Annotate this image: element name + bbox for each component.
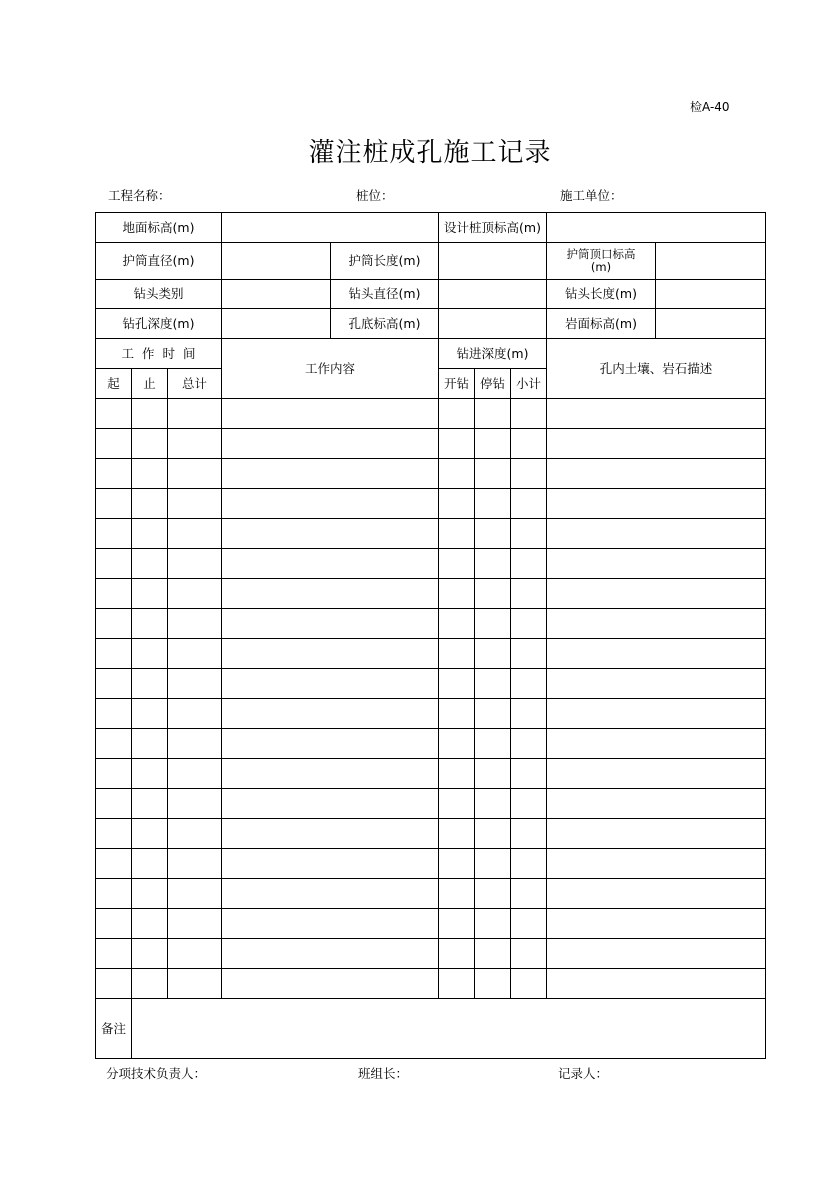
soil-rock-description-cell[interactable] xyxy=(547,849,766,879)
start-drill-cell[interactable] xyxy=(439,459,475,489)
work-time-header: 工 作 时 间 xyxy=(96,339,222,369)
start-drill-cell[interactable] xyxy=(439,489,475,519)
work-content-cell[interactable] xyxy=(222,399,439,429)
casing-top-elevation-value[interactable] xyxy=(656,243,766,280)
drill-bit-diameter-value[interactable] xyxy=(439,280,547,309)
remarks-label: 备注 xyxy=(96,999,132,1059)
document-code: 检A-40 xyxy=(690,100,730,114)
start-time-cell[interactable] xyxy=(96,819,132,849)
hole-bottom-elevation-label: 孔底标高(m) xyxy=(331,309,439,339)
stop-time-cell[interactable] xyxy=(132,819,168,849)
total-time-cell[interactable] xyxy=(168,669,222,699)
subtotal-cell[interactable] xyxy=(511,609,547,639)
record-row xyxy=(96,969,766,999)
stop-time-cell[interactable] xyxy=(132,849,168,879)
work-content-cell[interactable] xyxy=(222,849,439,879)
stop-time-cell[interactable] xyxy=(132,639,168,669)
soil-rock-description-cell[interactable] xyxy=(547,579,766,609)
soil-rock-description-cell[interactable] xyxy=(547,759,766,789)
stop-drill-cell[interactable] xyxy=(475,879,511,909)
soil-rock-description-cell[interactable] xyxy=(547,819,766,849)
subtotal-cell[interactable] xyxy=(511,969,547,999)
subtotal-cell[interactable] xyxy=(511,459,547,489)
record-row xyxy=(96,459,766,489)
work-content-cell[interactable] xyxy=(222,909,439,939)
work-content-cell[interactable] xyxy=(222,519,439,549)
record-row xyxy=(96,399,766,429)
total-header: 总计 xyxy=(168,369,222,399)
total-time-cell[interactable] xyxy=(168,699,222,729)
drilling-depth-header: 钻进深度(m) xyxy=(439,339,547,369)
record-row xyxy=(96,879,766,909)
pile-position-label: 桩位： xyxy=(356,188,394,203)
start-drill-cell[interactable] xyxy=(439,759,475,789)
work-content-cell[interactable] xyxy=(222,729,439,759)
start-drill-cell[interactable] xyxy=(439,609,475,639)
start-header: 起 xyxy=(96,369,132,399)
start-time-cell[interactable] xyxy=(96,519,132,549)
construction-unit-label: 施工单位： xyxy=(560,188,623,203)
total-time-cell[interactable] xyxy=(168,879,222,909)
soil-rock-description-cell[interactable] xyxy=(547,909,766,939)
casing-top-elevation-label: 护筒顶口标高(m) xyxy=(547,243,656,280)
stop-time-cell[interactable] xyxy=(132,699,168,729)
work-content-cell[interactable] xyxy=(222,489,439,519)
rock-surface-elevation-label: 岩面标高(m) xyxy=(547,309,656,339)
start-drill-cell[interactable] xyxy=(439,699,475,729)
stop-drill-cell[interactable] xyxy=(475,759,511,789)
total-time-cell[interactable] xyxy=(168,579,222,609)
subtotal-header: 小计 xyxy=(511,369,547,399)
start-time-cell[interactable] xyxy=(96,459,132,489)
work-content-cell[interactable] xyxy=(222,699,439,729)
start-drill-cell[interactable] xyxy=(439,549,475,579)
design-pile-top-elevation-label: 设计桩顶标高(m) xyxy=(439,213,547,243)
soil-rock-description-cell[interactable] xyxy=(547,939,766,969)
start-drill-cell[interactable] xyxy=(439,849,475,879)
record-row xyxy=(96,639,766,669)
start-drill-header: 开钻 xyxy=(439,369,475,399)
start-time-cell[interactable] xyxy=(96,699,132,729)
stop-drill-cell[interactable] xyxy=(475,939,511,969)
record-row xyxy=(96,699,766,729)
record-row xyxy=(96,519,766,549)
record-row xyxy=(96,489,766,519)
stop-drill-cell[interactable] xyxy=(475,909,511,939)
start-time-cell[interactable] xyxy=(96,579,132,609)
start-time-cell[interactable] xyxy=(96,969,132,999)
ground-elevation-value[interactable] xyxy=(222,213,439,243)
start-time-cell[interactable] xyxy=(96,549,132,579)
work-content-cell[interactable] xyxy=(222,609,439,639)
stop-time-cell[interactable] xyxy=(132,909,168,939)
total-time-cell[interactable] xyxy=(168,399,222,429)
stop-drill-cell[interactable] xyxy=(475,519,511,549)
ground-elevation-label: 地面标高(m) xyxy=(96,213,222,243)
total-time-cell[interactable] xyxy=(168,819,222,849)
stop-time-cell[interactable] xyxy=(132,879,168,909)
total-time-cell[interactable] xyxy=(168,939,222,969)
remarks-value[interactable] xyxy=(132,999,766,1059)
stop-drill-cell[interactable] xyxy=(475,699,511,729)
record-row xyxy=(96,939,766,969)
total-time-cell[interactable] xyxy=(168,969,222,999)
stop-time-cell[interactable] xyxy=(132,579,168,609)
soil-rock-description-cell[interactable] xyxy=(547,639,766,669)
soil-rock-description-cell[interactable] xyxy=(547,609,766,639)
team-leader-label: 班组长： xyxy=(358,1066,409,1081)
stop-drill-cell[interactable] xyxy=(475,819,511,849)
hole-bottom-elevation-value[interactable] xyxy=(439,309,547,339)
soil-rock-description-cell[interactable] xyxy=(547,429,766,459)
stop-header: 止 xyxy=(132,369,168,399)
recorder-label: 记录人： xyxy=(558,1066,609,1081)
soil-rock-description-cell[interactable] xyxy=(547,969,766,999)
record-row xyxy=(96,759,766,789)
start-drill-cell[interactable] xyxy=(439,429,475,459)
subtotal-cell[interactable] xyxy=(511,849,547,879)
work-content-cell[interactable] xyxy=(222,669,439,699)
soil-rock-description-cell[interactable] xyxy=(547,549,766,579)
subtotal-cell[interactable] xyxy=(511,549,547,579)
project-name-label: 工程名称： xyxy=(108,188,171,203)
record-row xyxy=(96,849,766,879)
subtotal-cell[interactable] xyxy=(511,399,547,429)
rock-surface-elevation-value[interactable] xyxy=(656,309,766,339)
work-content-cell[interactable] xyxy=(222,429,439,459)
stop-time-cell[interactable] xyxy=(132,759,168,789)
start-time-cell[interactable] xyxy=(96,639,132,669)
work-content-cell[interactable] xyxy=(222,939,439,969)
start-drill-cell[interactable] xyxy=(439,399,475,429)
stop-drill-cell[interactable] xyxy=(475,399,511,429)
total-time-cell[interactable] xyxy=(168,519,222,549)
start-time-cell[interactable] xyxy=(96,759,132,789)
stop-time-cell[interactable] xyxy=(132,399,168,429)
stop-drill-cell[interactable] xyxy=(475,609,511,639)
start-drill-cell[interactable] xyxy=(439,939,475,969)
tech-lead-label: 分项技术负责人： xyxy=(106,1066,207,1081)
start-drill-cell[interactable] xyxy=(439,729,475,759)
start-time-cell[interactable] xyxy=(96,729,132,759)
total-time-cell[interactable] xyxy=(168,489,222,519)
stop-drill-cell[interactable] xyxy=(475,789,511,819)
work-content-cell[interactable] xyxy=(222,969,439,999)
stop-drill-cell[interactable] xyxy=(475,579,511,609)
total-time-cell[interactable] xyxy=(168,609,222,639)
stop-drill-cell[interactable] xyxy=(475,549,511,579)
casing-diameter-label: 护筒直径(m) xyxy=(96,243,222,280)
work-content-cell[interactable] xyxy=(222,819,439,849)
soil-rock-description-cell[interactable] xyxy=(547,879,766,909)
stop-time-cell[interactable] xyxy=(132,969,168,999)
stop-time-cell[interactable] xyxy=(132,429,168,459)
drill-bit-length-label: 钻头长度(m) xyxy=(547,280,656,309)
start-drill-cell[interactable] xyxy=(439,819,475,849)
start-time-cell[interactable] xyxy=(96,399,132,429)
start-drill-cell[interactable] xyxy=(439,969,475,999)
start-time-cell[interactable] xyxy=(96,789,132,819)
stop-time-cell[interactable] xyxy=(132,519,168,549)
subtotal-cell[interactable] xyxy=(511,759,547,789)
soil-rock-description-cell[interactable] xyxy=(547,669,766,699)
total-time-cell[interactable] xyxy=(168,789,222,819)
subtotal-cell[interactable] xyxy=(511,819,547,849)
start-drill-cell[interactable] xyxy=(439,639,475,669)
soil-rock-description-cell[interactable] xyxy=(547,789,766,819)
subtotal-cell[interactable] xyxy=(511,729,547,759)
stop-drill-cell[interactable] xyxy=(475,489,511,519)
soil-rock-description-header: 孔内土壤、岩石描述 xyxy=(547,339,766,399)
hole-depth-value[interactable] xyxy=(222,309,331,339)
stop-drill-cell[interactable] xyxy=(475,459,511,489)
start-time-cell[interactable] xyxy=(96,879,132,909)
stop-drill-cell[interactable] xyxy=(475,849,511,879)
soil-rock-description-cell[interactable] xyxy=(547,459,766,489)
total-time-cell[interactable] xyxy=(168,459,222,489)
drill-bit-type-label: 钻头类别 xyxy=(96,280,222,309)
soil-rock-description-cell[interactable] xyxy=(547,729,766,759)
record-row xyxy=(96,789,766,819)
soil-rock-description-cell[interactable] xyxy=(547,699,766,729)
stop-time-cell[interactable] xyxy=(132,669,168,699)
record-row xyxy=(96,429,766,459)
start-time-cell[interactable] xyxy=(96,909,132,939)
work-content-cell[interactable] xyxy=(222,759,439,789)
stop-drill-cell[interactable] xyxy=(475,669,511,699)
start-drill-cell[interactable] xyxy=(439,789,475,819)
start-drill-cell[interactable] xyxy=(439,909,475,939)
soil-rock-description-cell[interactable] xyxy=(547,519,766,549)
subtotal-cell[interactable] xyxy=(511,429,547,459)
subtotal-cell[interactable] xyxy=(511,939,547,969)
document-title: 灌注桩成孔施工记录 xyxy=(308,138,552,168)
start-time-cell[interactable] xyxy=(96,669,132,699)
subtotal-cell[interactable] xyxy=(511,699,547,729)
start-drill-cell[interactable] xyxy=(439,669,475,699)
stop-time-cell[interactable] xyxy=(132,459,168,489)
construction-record-table xyxy=(95,212,766,1059)
soil-rock-description-cell[interactable] xyxy=(547,399,766,429)
start-drill-cell[interactable] xyxy=(439,519,475,549)
drill-bit-diameter-label: 钻头直径(m) xyxy=(331,280,439,309)
start-time-cell[interactable] xyxy=(96,939,132,969)
stop-time-cell[interactable] xyxy=(132,729,168,759)
hole-depth-label: 钻孔深度(m) xyxy=(96,309,222,339)
design-pile-top-elevation-value[interactable] xyxy=(547,213,766,243)
start-time-cell[interactable] xyxy=(96,429,132,459)
record-row xyxy=(96,909,766,939)
start-time-cell[interactable] xyxy=(96,609,132,639)
subtotal-cell[interactable] xyxy=(511,519,547,549)
subtotal-cell[interactable] xyxy=(511,789,547,819)
stop-time-cell[interactable] xyxy=(132,939,168,969)
total-time-cell[interactable] xyxy=(168,849,222,879)
record-row xyxy=(96,729,766,759)
work-content-cell[interactable] xyxy=(222,579,439,609)
work-content-cell[interactable] xyxy=(222,879,439,909)
drill-bit-type-value[interactable] xyxy=(222,280,331,309)
total-time-cell[interactable] xyxy=(168,549,222,579)
record-row xyxy=(96,579,766,609)
subtotal-cell[interactable] xyxy=(511,639,547,669)
start-time-cell[interactable] xyxy=(96,849,132,879)
drill-bit-length-value[interactable] xyxy=(656,280,766,309)
subtotal-cell[interactable] xyxy=(511,669,547,699)
work-content-cell[interactable] xyxy=(222,549,439,579)
casing-length-value[interactable] xyxy=(439,243,547,280)
subtotal-cell[interactable] xyxy=(511,879,547,909)
work-content-cell[interactable] xyxy=(222,639,439,669)
record-row xyxy=(96,819,766,849)
work-content-cell[interactable] xyxy=(222,789,439,819)
stop-drill-cell[interactable] xyxy=(475,429,511,459)
start-drill-cell[interactable] xyxy=(439,879,475,909)
start-time-cell[interactable] xyxy=(96,489,132,519)
total-time-cell[interactable] xyxy=(168,759,222,789)
soil-rock-description-cell[interactable] xyxy=(547,489,766,519)
stop-drill-cell[interactable] xyxy=(475,729,511,759)
total-time-cell[interactable] xyxy=(168,639,222,669)
total-time-cell[interactable] xyxy=(168,729,222,759)
stop-time-cell[interactable] xyxy=(132,489,168,519)
stop-drill-cell[interactable] xyxy=(475,969,511,999)
casing-diameter-value[interactable] xyxy=(222,243,331,280)
subtotal-cell[interactable] xyxy=(511,489,547,519)
stop-drill-cell[interactable] xyxy=(475,639,511,669)
subtotal-cell[interactable] xyxy=(511,909,547,939)
total-time-cell[interactable] xyxy=(168,909,222,939)
stop-drill-header: 停钻 xyxy=(475,369,511,399)
casing-length-label: 护筒长度(m) xyxy=(331,243,439,280)
total-time-cell[interactable] xyxy=(168,429,222,459)
record-row xyxy=(96,609,766,639)
subtotal-cell[interactable] xyxy=(511,579,547,609)
work-content-cell[interactable] xyxy=(222,459,439,489)
stop-time-cell[interactable] xyxy=(132,549,168,579)
stop-time-cell[interactable] xyxy=(132,789,168,819)
stop-time-cell[interactable] xyxy=(132,609,168,639)
record-row xyxy=(96,549,766,579)
record-row xyxy=(96,669,766,699)
work-content-header: 工作内容 xyxy=(222,339,439,399)
start-drill-cell[interactable] xyxy=(439,579,475,609)
